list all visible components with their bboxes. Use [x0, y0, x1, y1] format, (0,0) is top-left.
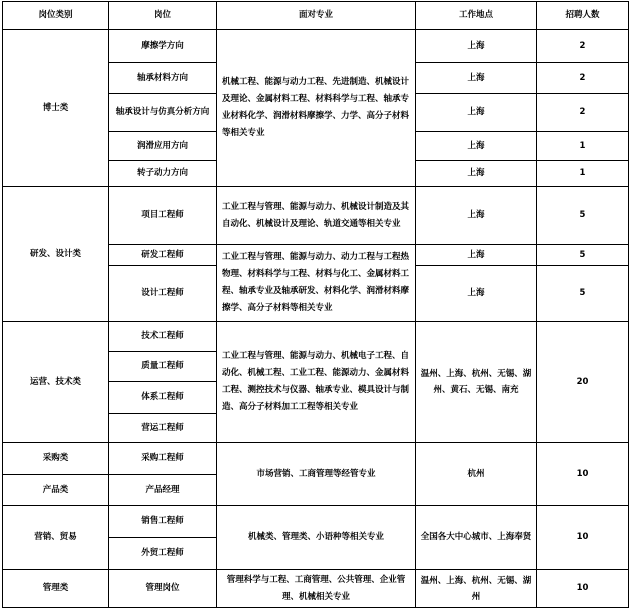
position-cell: 体系工程师 — [109, 382, 217, 414]
major-cell: 工业工程与管理、能源与动力、机械设计制造及其自动化、机械设计及理论、轨道交通等相关专业 — [217, 187, 416, 245]
location-cell: 上海 — [416, 187, 537, 245]
location-cell: 上海 — [416, 94, 537, 132]
count-cell: 5 — [537, 187, 629, 245]
table-row — [3, 322, 629, 352]
location-cell: 上海 — [416, 30, 537, 63]
location-cell: 上海 — [416, 63, 537, 94]
category-cell: 营销、贸易 — [3, 506, 109, 570]
location-cell: 温州、上海、杭州、无锡、湖州 — [416, 570, 537, 608]
location-cell: 上海 — [416, 132, 537, 161]
position-cell: 研发工程师 — [109, 245, 217, 266]
header-category: 岗位类别 — [3, 2, 109, 30]
category-cell: 产品类 — [3, 475, 109, 506]
count-cell: 2 — [537, 63, 629, 94]
position-cell: 摩擦学方向 — [109, 30, 217, 63]
position-cell: 产品经理 — [109, 475, 217, 506]
count-cell: 20 — [537, 322, 629, 443]
location-cell: 杭州 — [416, 443, 537, 506]
table-row — [3, 30, 629, 63]
category-cell: 管理类 — [3, 570, 109, 608]
major-cell: 工业工程与管理、能源与动力、机械电子工程、自动化、机械工程、工业工程、能源动力、金属材料工程、测控技术与仪器、轴承专业、模具设计与制造、高分子材料加工工程等相关专业 — [217, 322, 416, 443]
table-row — [3, 570, 629, 608]
position-cell: 管理岗位 — [109, 570, 217, 608]
count-cell: 10 — [537, 506, 629, 570]
major-cell: 工业工程与管理、能源与动力、动力工程与工程热物理、材料科学与工程、材料与化工、金属材料工程、轴承专业及轴承研发、材料化学、润滑材料摩擦学、高分子材料等相关专业 — [217, 245, 416, 322]
category-cell: 博士类 — [3, 30, 109, 187]
location-cell: 全国各大中心城市、上海奉贤 — [416, 506, 537, 570]
major-cell: 机械类、管理类、小语种等相关专业 — [217, 506, 416, 570]
position-cell: 项目工程师 — [109, 187, 217, 245]
table-row — [3, 506, 629, 538]
count-cell: 10 — [537, 443, 629, 506]
count-cell: 2 — [537, 30, 629, 63]
header-row — [3, 2, 629, 30]
position-cell: 质量工程师 — [109, 352, 217, 382]
count-cell: 5 — [537, 266, 629, 322]
position-cell: 采购工程师 — [109, 443, 217, 475]
major-cell: 机械工程、能源与动力工程、先进制造、机械设计及理论、金属材料工程、材料科学与工程、轴承专业材料化学、润滑材料摩擦学、力学、高分子材料等相关专业 — [217, 30, 416, 187]
position-cell: 营运工程师 — [109, 414, 217, 443]
location-cell: 上海 — [416, 245, 537, 266]
header-position: 岗位 — [109, 2, 217, 30]
count-cell: 5 — [537, 245, 629, 266]
recruitment-table — [2, 1, 629, 608]
header-major: 面对专业 — [217, 2, 416, 30]
count-cell: 1 — [537, 132, 629, 161]
location-cell: 上海 — [416, 266, 537, 322]
position-cell: 技术工程师 — [109, 322, 217, 352]
position-cell: 销售工程师 — [109, 506, 217, 538]
position-cell: 外贸工程师 — [109, 538, 217, 570]
header-location: 工作地点 — [416, 2, 537, 30]
location-cell: 温州、上海、杭州、无锡、湖州、黄石、无锡、南充 — [416, 322, 537, 443]
count-cell: 2 — [537, 94, 629, 132]
table-row — [3, 187, 629, 245]
position-cell: 轴承材料方向 — [109, 63, 217, 94]
category-cell: 运营、技术类 — [3, 322, 109, 443]
category-cell: 采购类 — [3, 443, 109, 475]
category-cell: 研发、设计类 — [3, 187, 109, 322]
position-cell: 设计工程师 — [109, 266, 217, 322]
count-cell: 1 — [537, 161, 629, 187]
major-cell: 管理科学与工程、工商管理、公共管理、企业管理、机械相关专业 — [217, 570, 416, 608]
location-cell: 上海 — [416, 161, 537, 187]
table-row — [3, 443, 629, 475]
position-cell: 轴承设计与仿真分析方向 — [109, 94, 217, 132]
major-cell: 市场营销、工商管理等经管专业 — [217, 443, 416, 506]
position-cell: 转子动力方向 — [109, 161, 217, 187]
header-count: 招聘人数 — [537, 2, 629, 30]
count-cell: 10 — [537, 570, 629, 608]
position-cell: 润滑应用方向 — [109, 132, 217, 161]
